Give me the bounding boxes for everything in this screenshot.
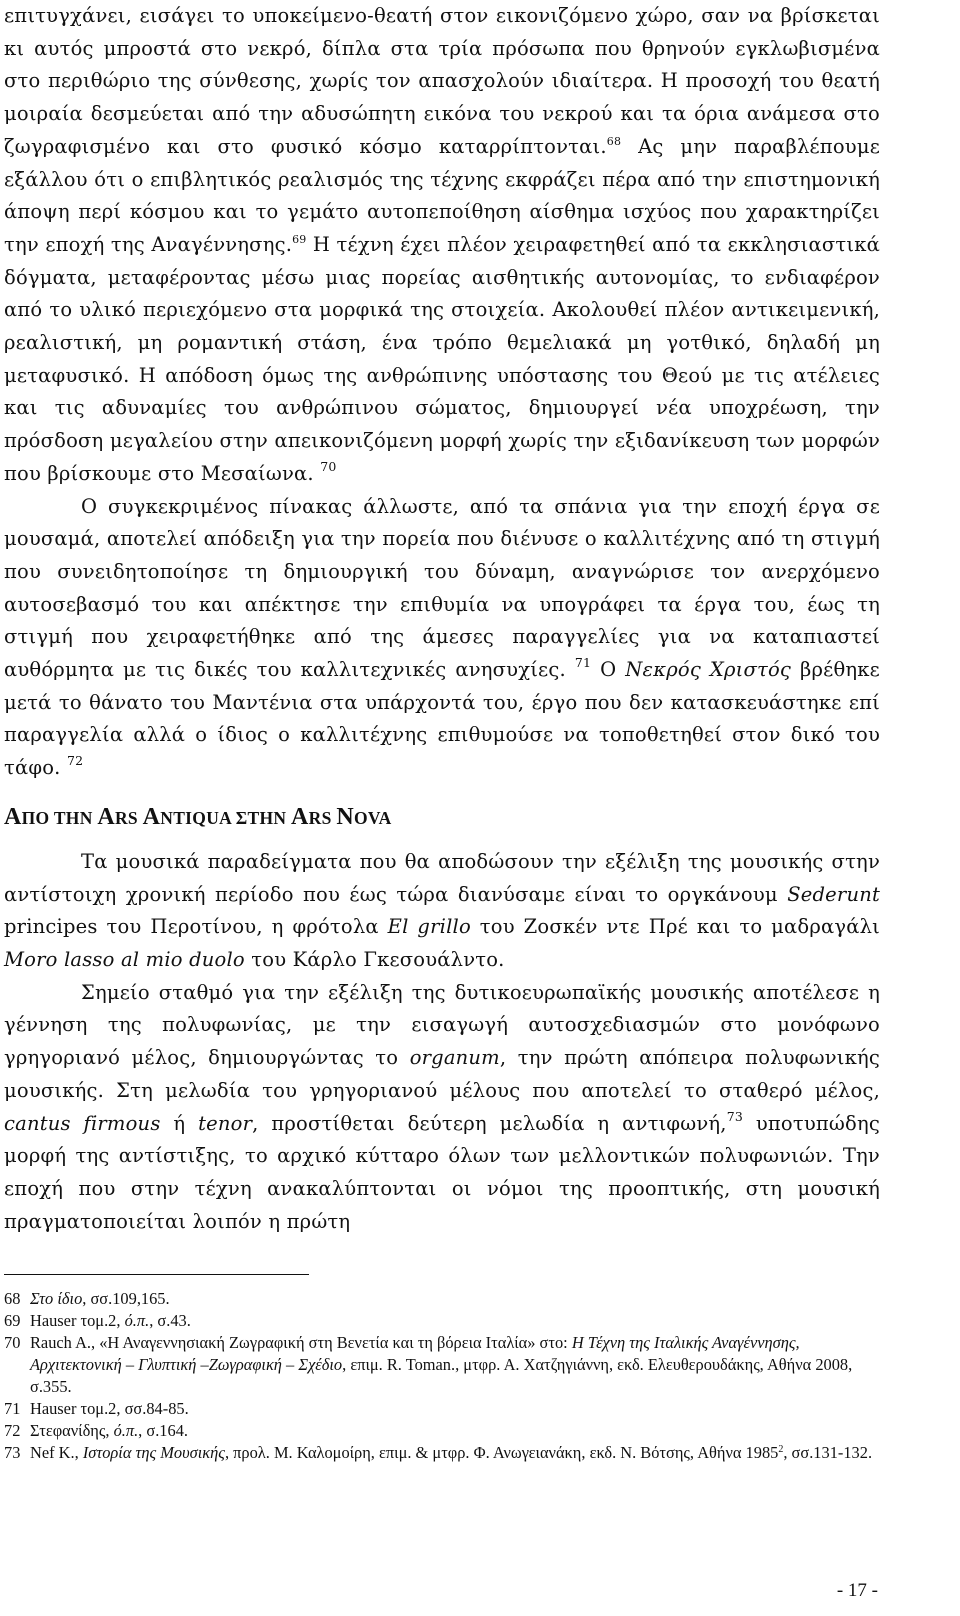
footnote-number: 68 (4, 1289, 21, 1308)
main-text (4, 0, 880, 1238)
paragraph-4-text-b: , την πρώτη απόπειρα πολυφωνικής μουσικής. Στη μελωδία του γρηγοριανού μέλους που αποτελεί το σταθερό μέλος, (4, 1046, 880, 1102)
footnote-text: Hauser τομ.2, ό.π., σ.43. (30, 1311, 191, 1330)
paragraph-4 (4, 977, 880, 1239)
footnote-separator (4, 1274, 309, 1275)
footnote-text: Στο ίδιο, σσ.109,165. (30, 1289, 170, 1308)
paragraph-3-text-a: Τα μουσικά παραδείγματα που θα αποδώσουν την εξέλιξη της μουσικής στην αντίστοιχη χρονική περίοδο που έως τώρα διανύσαμε είναι το οργκάνουμ (4, 849, 880, 906)
footnote-text: Στεφανίδης, ό.π., σ.164. (30, 1421, 188, 1440)
footnote-text: Rauch A., «Η Αναγεννησιακή Ζωγραφική στη Βενετία και τη βόρεια Ιταλία» στο: Η Τέχνη της Ιταλικής Αναγέννησης, Αρχιτεκτονική – Γλυπτική –Ζωγραφική – Σχέδιο, επιμ. R. Toman., μτφρ. Α. Χατζηγιάννη, εκδ. Ελευθερουδάκης, Αθήνα 2008, σ.355. (30, 1333, 853, 1396)
footnote-number: 69 (4, 1311, 21, 1330)
paragraph-4-text-a: Σημείο σταθμό για την εξέλιξη της δυτικοευρωπαϊκής μουσικής αποτέλεσε η γέννηση της πολυφωνίας, με την εισαγωγή αυτοσχεδιασμών στο μονόφωνο γρηγοριανό μέλος, δημιουργώντας το (4, 980, 880, 1070)
footnote-72 (4, 1420, 884, 1442)
work-title-el-grillo: El grillo (387, 915, 471, 939)
footnote-number: 73 (4, 1443, 21, 1462)
paragraph-1 (4, 0, 880, 491)
term-organum: organum (409, 1046, 500, 1070)
footnote-number: 71 (4, 1399, 21, 1418)
footnote-ref-72[interactable]: 72 (66, 753, 84, 769)
footnote-71 (4, 1398, 884, 1420)
work-title-sederunt: Sederunt (787, 882, 880, 906)
paragraph-4-text-e: υποτυπώδης μορφή της αντίστιξης, το αρχικό κύτταρο όλων των μελλοντικών πολυφωνιών. Την εποχή που στην τέχνη ανακαλύπτονται οι νόμοι της προοπτικής, στη μουσική πραγματοποιείται λοιπόν η πρώτη (4, 1111, 880, 1233)
paragraph-3-text-d: του Κάρλο Γκεσουάλντο. (244, 947, 505, 971)
paragraph-2-text-b: βρέθηκε μετά το θάνατο του Μαντένια στα υπάρχοντά του, έργο που δεν κατασκευάστηκε επί παραγγελία αλλά ο ίδιος ο καλλιτέχνης επιθυμούσε να τοποθετηθεί στον δικό του τάφο. (4, 658, 880, 780)
paragraph-4-text-d: , προστίθεται δεύτερη μελωδία η αντιφωνή, (252, 1111, 727, 1135)
paragraph-2 (4, 491, 880, 785)
footnote-text: Nef K., Ιστορία της Μουσικής, προλ. Μ. Καλομοίρη, επιμ. & μτφρ. Φ. Ανωγειανάκη, εκδ. Ν. Βότσης, Αθήνα 1985$^2$, σσ.131-132. (30, 1443, 873, 1462)
footnote-68 (4, 1288, 884, 1310)
paragraph-2-text-a: Ο συγκεκριμένος πίνακας άλλωστε, από τα σπάνια για την εποχή έργα σε μουσαμά, αποτελεί απόδειξη για την πορεία που διένυσε ο καλλιτέχνης από τη στιγμή που συνειδητοποίησε τη δημιουργική του δύναμη, αναγνώρισε τον ανερχόμενο αυτοσεβασμό του και απέκτησε την επιθυμία να υπογράφει τα έργα του, έως τη στιγμή που χειραφετήθηκε από της άμεσες παραγγελίες για να καταπιαστεί αυθόρμητα με τις δικές του καλλιτεχνικές ανησυχίες. (4, 494, 880, 682)
paragraph-1-text-c: Η τέχνη έχει πλέον χειραφετηθεί από τα εκκλησιαστικά δόγματα, μεταφέροντας μέσω μιας πορείας αισθητικής αυτονομίας, το ενδιαφέρον από το υλικό περιεχόμενο στα μορφικά της στοιχεία. Ακολουθεί πλέον αντικειμενική, ρεαλιστική, μη ρομαντική στάση, ένα τρόπο θεμελιακά μη γοτθικό, δηλαδή μη μεταφυσικό. Η απόδοση όμως της ανθρώπινης υπόστασης του Θεού με τις ατέλειες και τις αδυναμίες του ανθρώπινου σώματος, δημιουργεί νέα υποχρέωση, την πρόσδοση μεγαλείου στην απεικονιζόμενη μορφή χωρίς την εξιδανίκευση των μορφών που βρίσκουμε στο Μεσαίωνα. (4, 232, 880, 485)
footnote-69 (4, 1310, 884, 1332)
footnote-ref-70[interactable]: 70 (320, 458, 337, 474)
paragraph-3-text-b: principes του Περοτίνου, η φρότολα (4, 915, 388, 939)
footnote-number: 72 (4, 1421, 21, 1440)
paragraph-2-text-pre: Ο (591, 658, 626, 682)
section-heading: ΑΠΟ ΤΗΝ ARS ANTIQUA ΣΤΗΝ ARS NOVA (4, 803, 392, 830)
footnote-ref-68[interactable]: 68 (606, 134, 622, 148)
footnotes (4, 1288, 884, 1464)
paragraph-4-text-c: ή (160, 1111, 199, 1135)
page-number: - 17 - (836, 1580, 878, 1601)
artwork-title: Νεκρός Χριστός (625, 658, 792, 682)
term-tenor: tenor (198, 1111, 253, 1135)
paragraph-1-text-b: Ας μην παραβλέπουμε εξάλλου ότι ο επιβλητικός ρεαλισμός της τέχνης εκφράζει πέρα από την επιστημονική άποψη περί κόσμου και το γεμάτο αυτοπεποίθηση αίσθημα ισχύος που χαρακτηρίζει την εποχή της Αναγέννησης. (4, 134, 880, 256)
paragraph-1-text-a: επιτυγχάνει, εισάγει το υποκείμενο-θεατή στον εικονιζόμενο χώρο, σαν να βρίσκεται κι αυτός μπροστά στο νεκρό, δίπλα στα τρία πρόσωπα που θρηνούν εγκλωβισμένα στο περιθώριο της σύνθεσης, χωρίς τον απασχολούν ιδιαίτερα. Η προσοχή του θεατή μοιραία δεσμεύεται από την αδυσώπητη εικόνα του νεκρού και τα όρια ανάμεσα στο ζωγραφισμένο και στο φυσικό κόσμο καταρρίπτονται. (4, 4, 880, 158)
paragraph-3 (4, 846, 880, 977)
footnote-73 (4, 1442, 884, 1464)
footnote-number: 70 (4, 1333, 21, 1352)
footnote-70 (4, 1332, 884, 1398)
footnote-ref-73[interactable]: 73 (726, 1108, 744, 1124)
footnote-ref-71[interactable]: 71 (574, 655, 592, 671)
work-title-moro-lasso: Moro lasso al mio duolo (4, 947, 245, 971)
term-cantus-firmus: cantus firmous (4, 1111, 161, 1135)
paragraph-3-text-c: του Ζοσκέν ντε Πρέ και το μαδραγάλι (470, 915, 880, 939)
footnote-ref-69[interactable]: 69 (292, 232, 307, 246)
footnote-text: Hauser τομ.2, σσ.84-85. (30, 1399, 189, 1418)
